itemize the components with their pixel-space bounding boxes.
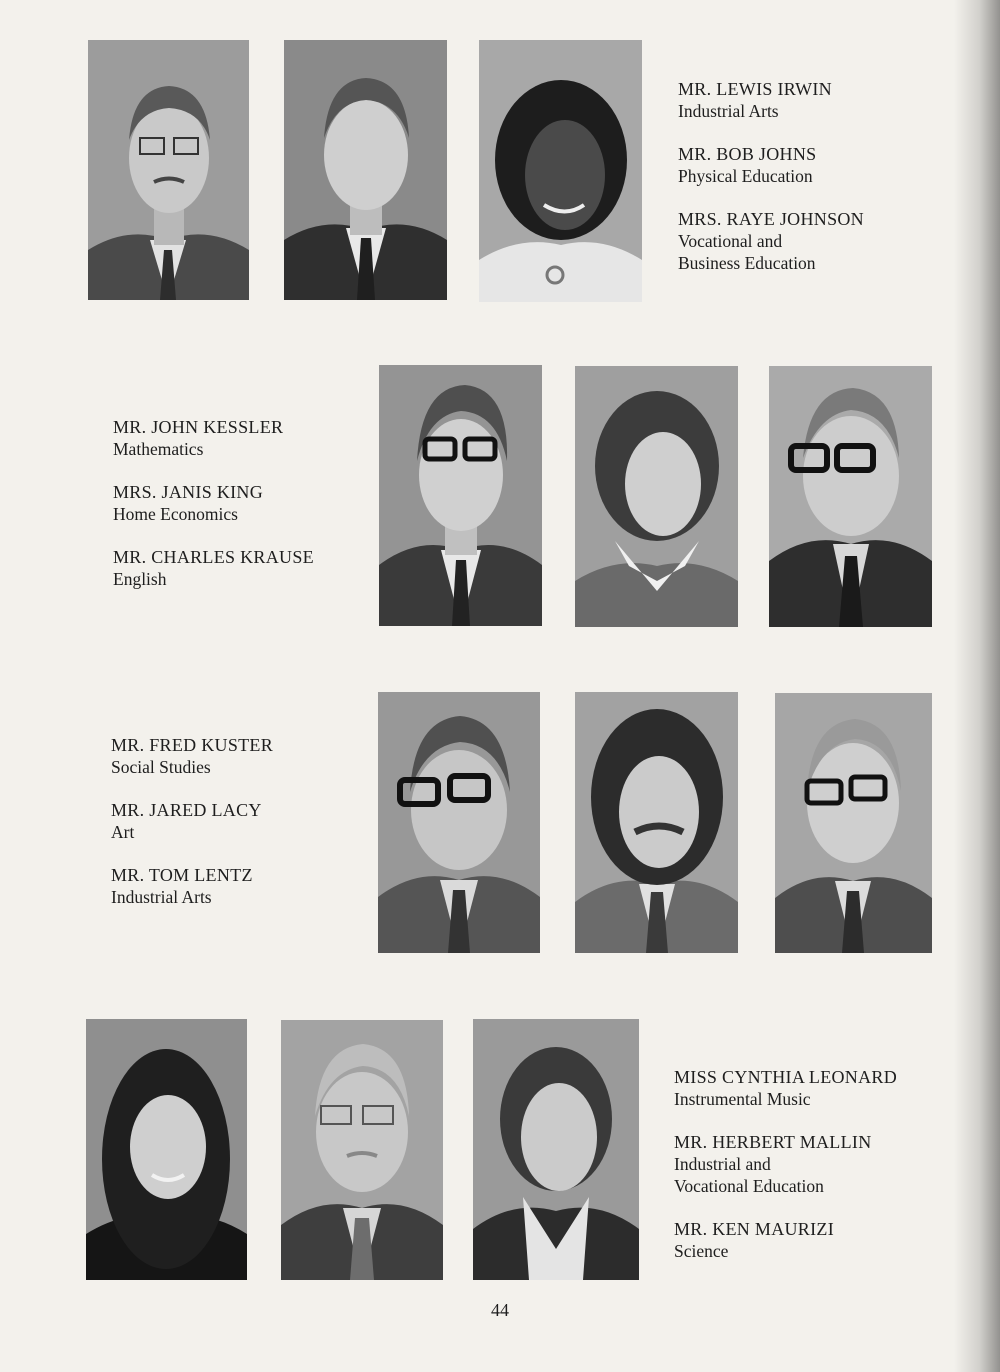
staff-name: MR. KEN MAURIZI bbox=[674, 1219, 834, 1239]
staff-name: MR. LEWIS IRWIN bbox=[678, 79, 832, 99]
staff-department: Industrial and bbox=[674, 1154, 771, 1174]
binding-shadow bbox=[954, 0, 1000, 1372]
portrait-photo-cynthia-leonard bbox=[86, 1019, 247, 1280]
name-block-group-1 bbox=[678, 78, 978, 295]
staff-department: Science bbox=[674, 1241, 729, 1261]
name-block-group-3 bbox=[111, 734, 361, 929]
staff-department: Instrumental Music bbox=[674, 1089, 811, 1109]
staff-department: English bbox=[113, 569, 167, 589]
staff-department: Art bbox=[111, 822, 135, 842]
staff-department: Social Studies bbox=[111, 757, 211, 777]
staff-name: MRS. JANIS KING bbox=[113, 482, 264, 502]
staff-entry bbox=[674, 1131, 974, 1197]
portrait-photo-raye-johnson bbox=[479, 40, 642, 302]
staff-name: MR. JARED LACY bbox=[111, 800, 262, 820]
portrait-photo-jared-lacy bbox=[575, 692, 738, 953]
staff-department: Mathematics bbox=[113, 439, 204, 459]
portrait-photo-lewis-irwin bbox=[88, 40, 249, 300]
staff-department: Business Education bbox=[678, 253, 816, 273]
staff-name: MR. CHARLES KRAUSE bbox=[113, 547, 314, 567]
staff-department: Industrial Arts bbox=[678, 101, 779, 121]
staff-department: Vocational and bbox=[678, 231, 783, 251]
portrait-photo-tom-lentz bbox=[775, 693, 932, 953]
name-block-group-2 bbox=[113, 416, 363, 611]
staff-name: MISS CYNTHIA LEONARD bbox=[674, 1067, 898, 1087]
staff-name: MR. JOHN KESSLER bbox=[113, 417, 284, 437]
portrait-photo-bob-johns bbox=[284, 40, 447, 300]
staff-name: MR. BOB JOHNS bbox=[678, 144, 817, 164]
staff-department: Vocational Education bbox=[674, 1176, 824, 1196]
portrait-photo-herbert-mallin bbox=[281, 1020, 443, 1280]
staff-name: MR. FRED KUSTER bbox=[111, 735, 274, 755]
staff-entry bbox=[678, 78, 978, 122]
staff-entry bbox=[111, 734, 361, 778]
staff-entry bbox=[113, 481, 363, 525]
staff-department: Industrial Arts bbox=[111, 887, 212, 907]
page-number: 44 bbox=[491, 1300, 509, 1320]
staff-name: MR. HERBERT MALLIN bbox=[674, 1132, 872, 1152]
staff-name: MRS. RAYE JOHNSON bbox=[678, 209, 864, 229]
staff-entry bbox=[678, 143, 978, 187]
portrait-photo-john-kessler bbox=[379, 365, 542, 626]
staff-entry bbox=[113, 416, 363, 460]
staff-entry bbox=[111, 864, 361, 908]
staff-entry bbox=[111, 799, 361, 843]
staff-entry bbox=[674, 1218, 974, 1262]
name-block-group-4 bbox=[674, 1066, 974, 1283]
staff-entry bbox=[674, 1066, 974, 1110]
staff-department: Home Economics bbox=[113, 504, 238, 524]
portrait-photo-fred-kuster bbox=[378, 692, 540, 953]
staff-entry bbox=[113, 546, 363, 590]
staff-department: Physical Education bbox=[678, 166, 813, 186]
portrait-photo-ken-maurizi bbox=[473, 1019, 639, 1280]
staff-name: MR. TOM LENTZ bbox=[111, 865, 253, 885]
staff-entry bbox=[678, 208, 978, 274]
portrait-photo-charles-krause bbox=[769, 366, 932, 627]
portrait-photo-janis-king bbox=[575, 366, 738, 627]
